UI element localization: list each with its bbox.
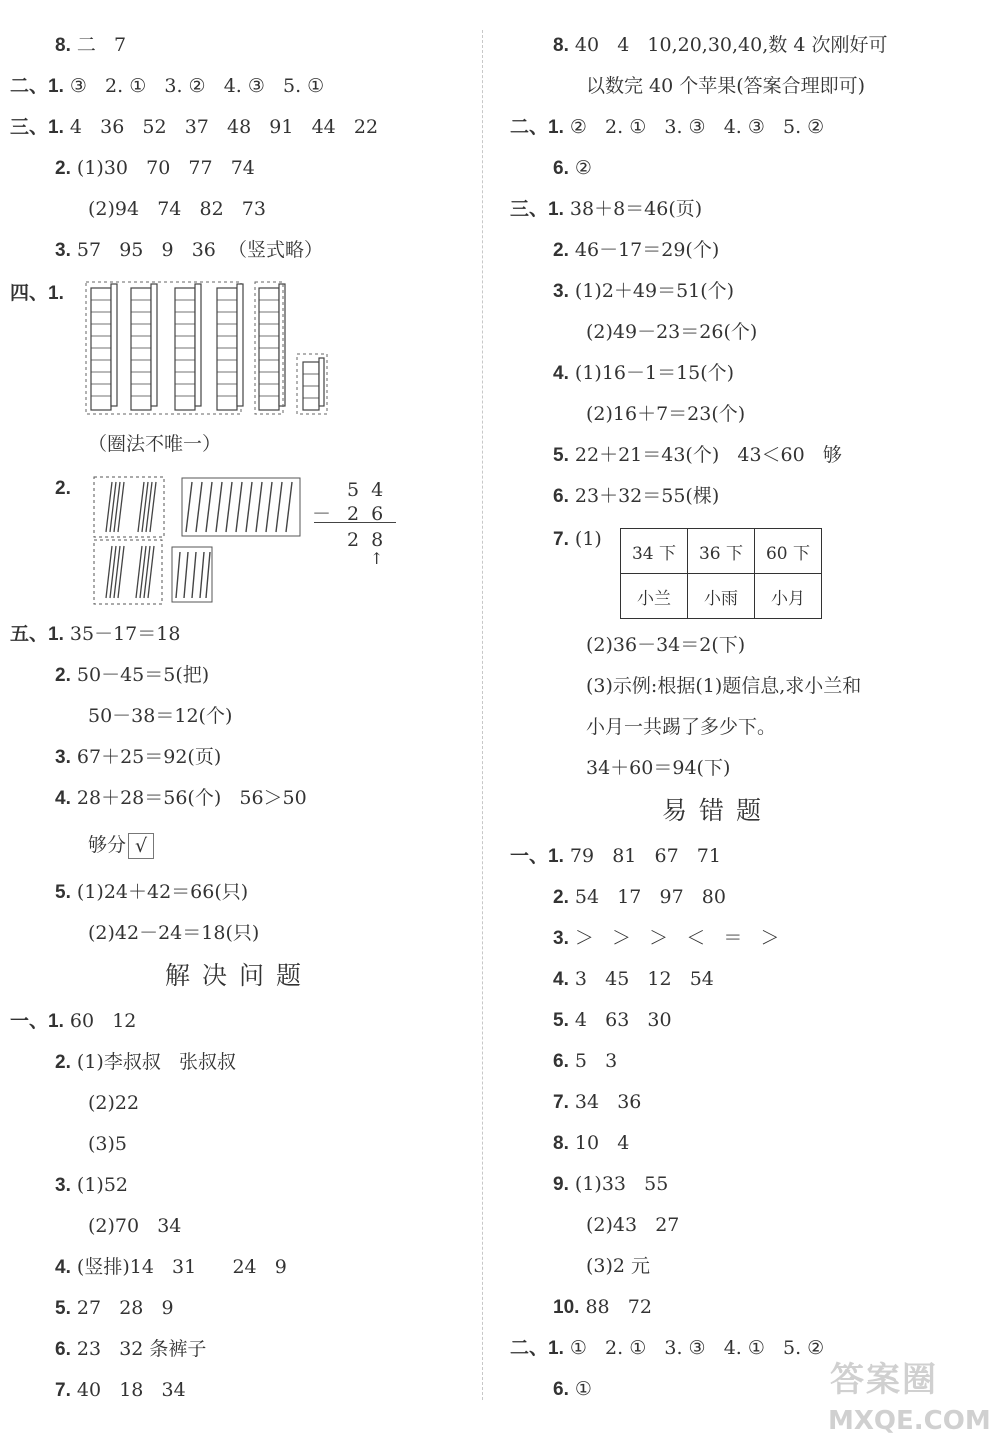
calc-mid: 2 6 [347,503,387,525]
watermark-logo: 答案圈 [830,1360,938,1400]
answer-line: 四、1. [10,283,64,304]
answer-line: 一、1. 79 81 67 71 [510,845,721,867]
table-row [621,529,822,574]
answer-line: 6. 23 32 条裤子 [55,1338,207,1360]
answer-line: (2)94 74 82 73 [88,198,266,220]
answer-line: 二、1. ③ 2. ① 3. ② 4. ③ 5. ① [10,75,325,97]
answer-line: (2)16＋7＝23(个) [586,403,746,425]
answer-line: (2)22 [88,1092,140,1114]
answer-line: 6. ② [553,157,592,179]
answer-line: 50－38＝12(个) [88,705,233,727]
answer-line: 6. 5 3 [553,1050,618,1072]
answer-line: 3. (1)2＋49＝51(个) [553,280,735,302]
answer-line: 7. 34 36 [553,1091,642,1113]
answer-line: (2)49－23＝26(个) [586,321,758,343]
answer-line: （圈法不唯一） [88,433,222,455]
answer-line: (2)43 27 [586,1214,680,1236]
answer-line: (3)2 元 [586,1255,651,1277]
table-cell: 60 下 [755,529,822,574]
table-cell: 小兰 [621,574,688,619]
answer-line: 3. 67＋25＝92(页) [55,746,222,768]
answer-line: 7. (1) [553,528,602,550]
answer-line: 以数完 40 个苹果(答案合理即可) [586,75,866,97]
answer-line: 9. (1)33 55 [553,1173,669,1195]
answer-line: (2)36－34＝2(下) [586,634,746,656]
table-row [621,574,822,619]
answer-line: (2)42－24＝18(只) [88,922,260,944]
up-arrow-icon: ↑ [370,549,384,568]
calc-minus: － [312,503,332,525]
answer-line: (2)70 34 [88,1215,182,1237]
answer-line: 够分 √ [88,833,154,859]
answer-line: 4. (1)16－1＝15(个) [553,362,735,384]
column-divider [482,30,483,1400]
check-mark-icon: √ [128,833,154,859]
table-cell: 34 下 [621,529,688,574]
answer-line: 2. [55,478,71,499]
answer-line: 7. 40 18 34 [55,1379,186,1401]
answer-line: 3. 57 95 9 36 （竖式略） [55,239,323,261]
answer-line: 2. 46－17＝29(个) [553,239,720,261]
cube-columns-figure [85,280,335,420]
answer-line: (3)示例:根据(1)题信息,求小兰和 [586,675,862,697]
answer-line: 五、1. 35－17＝18 [10,623,181,645]
watermark-url: MXQE.COM [828,1406,991,1436]
answer-line: 一、1. 60 12 [10,1010,137,1032]
answer-line: 34＋60＝94(下) [586,757,731,779]
answer-line: 二、1. ② 2. ① 3. ③ 4. ③ 5. ② [510,116,825,138]
answer-line: 2. (1)30 70 77 74 [55,157,255,179]
answer-line: 三、1. 4 36 52 37 48 91 44 22 [10,116,379,138]
answer-line: 8. 40 4 10,20,30,40,数 4 次刚好可 [553,34,888,56]
calc-top: 5 4 [347,479,387,501]
answer-line: 2. 50－45＝5(把) [55,664,210,686]
answer-line: 小月一共踢了多少下。 [586,716,777,738]
answer-line: 2. 54 17 97 80 [553,886,726,908]
table-cell: 36 下 [688,529,755,574]
answer-line: 4. (竖排)14 31 24 9 [55,1256,287,1278]
answer-line: 5. (1)24＋42＝66(只) [55,881,249,903]
answer-line: 3. (1)52 [55,1174,128,1196]
answer-line: 2. (1)李叔叔 张叔叔 [55,1051,236,1073]
section-title: 解决问题 [165,961,314,990]
calc-line [314,522,396,523]
answer-line: 5. 27 28 9 [55,1297,174,1319]
answer-line: 8. 二 7 [55,34,127,56]
answer-line: 5. 22＋21＝43(个) 43＜60 够 [553,444,842,466]
answer-line: 4. 3 45 12 54 [553,968,714,990]
calc-result: 2 8 [347,529,387,551]
table-cell: 小月 [755,574,822,619]
answer-line: 10. 88 72 [553,1296,652,1318]
answer-line: 8. 10 4 [553,1132,630,1154]
answer-line: 二、1. ① 2. ① 3. ③ 4. ① 5. ② [510,1337,825,1359]
answer-line: 3. ＞ ＞ ＞ ＜ ＝ ＞ [553,927,780,949]
answer-line: 5. 4 63 30 [553,1009,672,1031]
answer-line: 三、1. 38＋8＝46(页) [510,198,703,220]
kick-count-table [620,528,822,619]
answer-line: 6. ① [553,1378,592,1400]
section-title: 易错题 [662,796,774,825]
answer-line: (3)5 [88,1133,128,1155]
answer-line: 6. 23＋32＝55(棵) [553,485,720,507]
table-cell: 小雨 [688,574,755,619]
answer-line: 4. 28＋28＝56(个) 56＞50 [55,787,307,809]
stick-bundles-figure [92,472,307,607]
